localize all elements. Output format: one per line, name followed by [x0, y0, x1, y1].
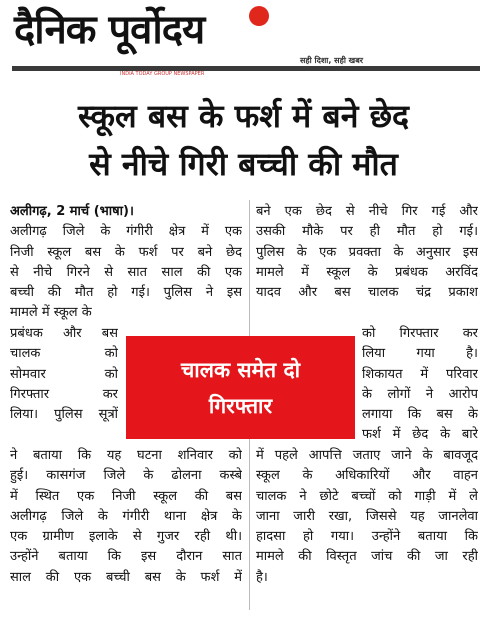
text-line: निजी स्कूल बस के फर्श पर बने छेद	[10, 244, 242, 260]
text-line: चालक को	[10, 346, 118, 362]
text-line: साल की एक बच्ची बस के फर्श में	[10, 569, 242, 585]
left-column-top	[10, 202, 242, 324]
text-line: उन्होंने बताया कि इस दौरान सात	[10, 549, 242, 565]
right-column-bottom	[256, 446, 478, 588]
text-line: हादसा हो गया। उन्होंने बताया कि	[256, 529, 478, 545]
text-line: सोमवार को	[10, 366, 118, 382]
article-headline	[10, 92, 477, 188]
pull-quote-line: गिरफ्तार	[208, 393, 273, 418]
text-line: में स्थित एक निजी स्कूल की बस	[10, 488, 242, 504]
text-line: उसकी मौके पर ही मौत हो गई।	[256, 224, 478, 240]
text-line: से नीचे गिरने से सात साल की एक	[10, 264, 242, 280]
text-line: स्कूल के अधिकारियों और वाहन	[256, 468, 478, 484]
text-line: चालक ने छोटे बच्चों को गाड़ी में ले	[256, 488, 478, 504]
text-line: लिया गया है।	[362, 346, 478, 362]
text-line: मामले में स्कूल के	[10, 305, 92, 321]
text-line: पुलिस के एक प्रवक्ता के अनुसार इस	[256, 244, 478, 260]
text-line: मामले की विस्तृत जांच की जा रही	[256, 549, 478, 565]
text-line: हुई। कासगंज जिले के ढोलना कस्बे	[10, 468, 242, 484]
text-line: अलीगढ़ जिले के गंगीरी थाना क्षेत्र के	[10, 508, 242, 524]
right-column-top	[256, 202, 478, 303]
text-line: यादव और बस चालक चंद्र प्रकाश	[256, 285, 478, 301]
text-line: प्रबंधक और बस	[10, 326, 118, 341]
newspaper-slogan: सही दिशा, सही खबर	[300, 56, 364, 65]
text-line: के लोगों ने आरोप	[362, 386, 478, 402]
masthead	[0, 0, 487, 84]
pull-quote-box	[126, 336, 355, 439]
newspaper-name: दैनिक पूर्वोदय	[14, 7, 205, 53]
text-line: मामले में स्कूल के प्रबंधक अरविंद	[256, 264, 478, 280]
left-column-bottom	[10, 446, 242, 588]
left-column-narrow	[10, 324, 118, 425]
text-line: बच्ची की मौत हो गई। पुलिस ने इस	[10, 285, 242, 301]
text-line: है।	[256, 569, 268, 585]
text-line: को गिरफ्तार कर	[362, 326, 478, 341]
text-line: जाना जारी रखा, जिससे यह जानलेवा	[256, 508, 478, 524]
pull-quote-line: चालक समेत दो	[180, 357, 301, 382]
text-line: लगाया कि बस के	[362, 407, 478, 423]
text-line: गिरफ्तार कर	[10, 386, 118, 402]
masthead-sun-icon	[249, 6, 269, 26]
text-line: में पहले आपत्ति जताए जाने के बावजूद	[256, 448, 478, 463]
text-line: बने एक छेद से नीचे गिर गई और	[256, 204, 478, 219]
text-line: एक ग्रामीण इलाके से गुजर रही थी।	[10, 529, 242, 545]
headline-line: स्कूल बस के फर्श में बने छेद	[77, 97, 410, 135]
right-column-narrow	[362, 324, 478, 446]
text-line: फर्श में छेद के बारे	[362, 427, 478, 443]
headline-line: से नीचे गिरी बच्ची की मौत	[89, 145, 398, 183]
masthead-rule	[12, 66, 480, 71]
text-line: ने बताया कि यह घटना शनिवार को	[10, 448, 242, 463]
text-line: लिया। पुलिस सूत्रों	[10, 407, 118, 423]
dateline: अलीगढ़, 2 मार्च (भाषा)।	[10, 204, 134, 219]
text-line: अलीगढ़ जिले के गंगीरी क्षेत्र में एक	[10, 224, 242, 240]
masthead-small-print: INDIA TODAY GROUP NEWSPAPER	[120, 71, 205, 77]
text-line: शिकायत में परिवार	[362, 366, 478, 382]
